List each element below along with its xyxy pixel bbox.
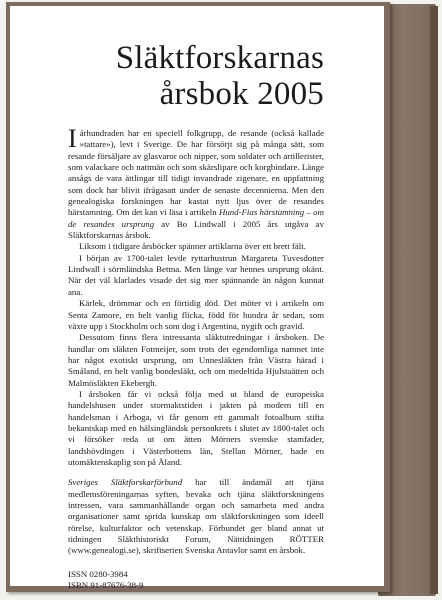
book-spine-edge (430, 6, 438, 594)
isbn-block (68, 569, 324, 592)
paragraph-6: I årsboken får vi också följa med ut bland de europeiska handelshusen under stormaktstiden i jakten på modern till en handelsman i Arboga, vi får genom ett gammalt fotoalbum stifta bekantskap med en hälsingländsk personkrets i slutet av 1800-talet och vi försöker reda ut om ätten Mörners svenske stamfader, landshövdingen i Västerbottens län, Stellan Mörner, hade en utomäktenskaplig son på Åland. (68, 388, 324, 467)
paragraph-gap (68, 468, 324, 477)
paragraph-5: Dessutom finns flera intressanta släktutredningar i årsboken. De handlar om släkten Fotmeijer, som trots det egendomliga namnet inte har något exotiskt ursprung, om Unnesläkten från Västra härad i Småland, en helt vanlig bondesläkt, och om medeltida Hjulstaätten och Malmösläkten Ekebergh. (68, 332, 324, 388)
title-line-1: Släktforskarnas (115, 40, 324, 76)
paragraph-intro (68, 124, 324, 241)
isbn-number: ISBN 91-87676-38-9 (68, 580, 144, 591)
drop-cap: I (68, 124, 77, 153)
blurb-text (68, 124, 324, 557)
book-title (68, 40, 324, 112)
paragraph-intro-text: århundraden har en speciell folkgrupp, de resande (också kallade »tattare»), levt i Sverige. De har försörjt sig på många sätt, som resande försäljare av glasvaror och nipper, som soldater och artillerister, som valackare och nattmän och som skärslipare och korgbindare. Länge ansågs de vara ättlingar till tidigt invandrade zigenare, en uppfattning som dock har blivit ifrågasatt under de senaste decennierna. Men den genealogiska forskningen har kastat nytt ljus över de resandes härstamning. Om det kan vi läsa i artikeln (68, 128, 324, 218)
paragraph-3: I början av 1700-talet levde ryttarhustrun Margareta Tuvesdotter Lindwall i sörmländska Bettna. Men länge var hennes ursprung okänt. När det väl klarlades visade det sig mer spännande än någon kunnat ana. (68, 252, 324, 297)
publisher-name: Sveriges Släktforskarförbund (68, 477, 183, 488)
title-line-2: årsbok 2005 (159, 76, 324, 112)
paragraph-intro-end: av Bo Lindwall i 2005 års utgåva av Släktforskarnas årsbok. (68, 218, 324, 241)
paragraph-4: Kärlek, drömmar och en förtidig död. Det möter vi i artikeln om Senta Zamore, en helt vanlig flicka, född för hundra år sedan, som växte upp i Stockholm och som dog i Argentina, nygift och gravid. (68, 298, 324, 331)
cover-page (10, 6, 384, 591)
publisher-text: har till ändamål att tjäna medlemsföreningarnas syften, bevaka och tjäna släktforskningens intressen, vara sammanhållande organ och samarbeta med andra organisationer samt sprida kunskap om släktforskningen som ideell rörelse, kulturfaktor och vetenskap. Förbundet ger bland annat ut tidningen Släkthistoriskt Forum, Nättidningen RÖTTER (www.genealogi.se), skriftserien Svenska Antavlor samt en årsbok. (68, 477, 324, 556)
issn-number: ISSN 0280-3984 (68, 568, 128, 579)
paragraph-2: Liksom i tidigare årsböcker spänner artiklarna över ett brett fält. (79, 241, 306, 252)
paragraph-publisher (68, 477, 324, 556)
article-title: Hund-Fias härstamning – om de resandes ursprung (68, 207, 324, 229)
